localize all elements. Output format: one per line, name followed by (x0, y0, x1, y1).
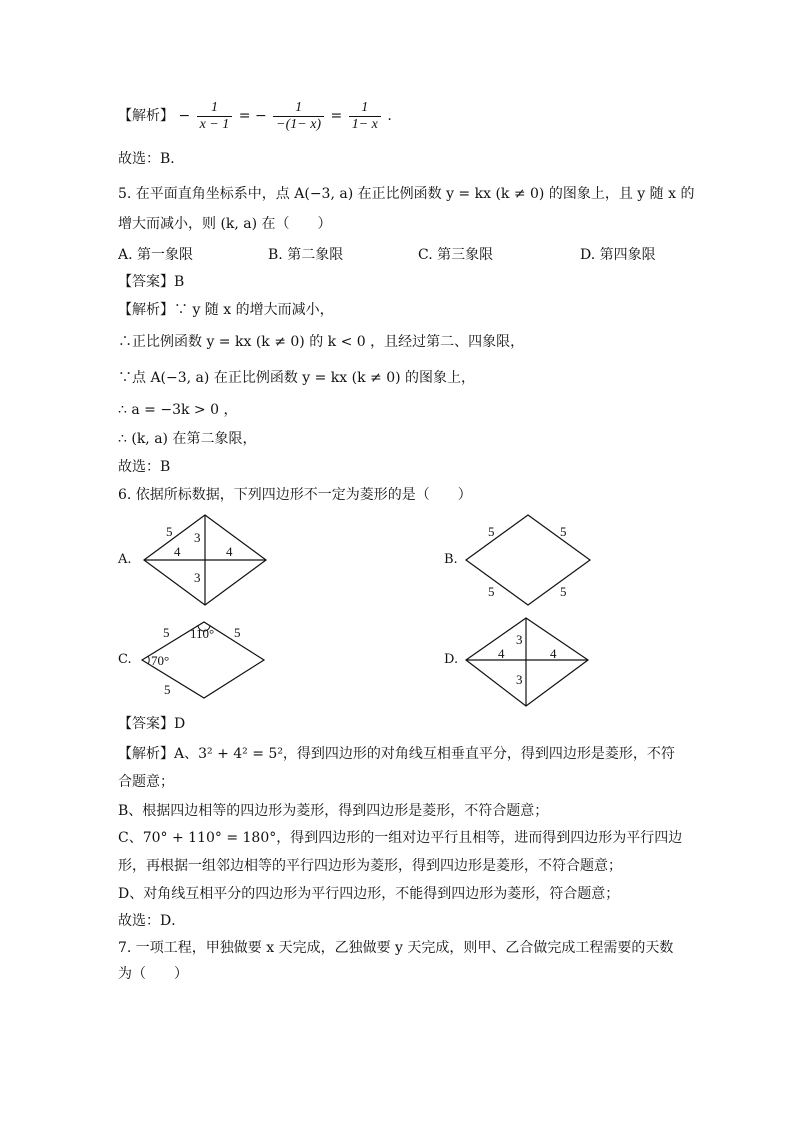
q6-analysis-line-2: 合题意； (118, 774, 174, 790)
half-diagonal-top: 3 (194, 530, 201, 545)
side-label-bottom-right: 5 (560, 584, 567, 599)
fraction-2-denominator: −(1− x) (276, 116, 322, 132)
q4-choice: 故选：B． (118, 151, 185, 167)
side-label-top-right: 5 (234, 625, 241, 640)
q7-stem-line-1: 7. 一项工程，甲独做要 x 天完成，乙独做要 y 天完成，则甲、乙合做完成工程需要的天数 (118, 940, 674, 956)
angle-label-top: 110° (190, 626, 215, 641)
fraction-3 (349, 100, 381, 133)
rhombus-outline (466, 515, 590, 605)
fig-a-label: A. (118, 552, 132, 567)
minus-sign: − (178, 108, 191, 124)
half-diagonal-left: 4 (498, 646, 505, 661)
figure-b-rhombus (462, 512, 594, 608)
left-angle-arc (148, 656, 149, 664)
side-label-top-left: 5 (488, 524, 495, 539)
fraction-1 (197, 100, 233, 133)
q6-stem: 6. 依据所标数据，下列四边形不一定为菱形的是（ ） (118, 487, 472, 503)
side-label-top-left: 5 (163, 625, 170, 640)
period: . (387, 108, 392, 124)
fig-c-label: C. (118, 652, 132, 667)
q5-analysis-line-5: ∴ (k, a) 在第二象限， (118, 431, 257, 447)
figure-a-rhombus (140, 512, 270, 608)
q6-analysis-line-4: C、70° + 110° = 180°，得到四边形的一组对边平行且相等，进而得到四边形为平行四边 (118, 830, 683, 846)
q6-answer: 【答案】D (118, 716, 186, 732)
equals: = (330, 108, 343, 124)
side-label-top-right: 5 (560, 524, 567, 539)
q5-analysis-line-2: ∴正比例函数 y = kx (k ≠ 0) 的 k < 0 ，且经过第二、四象限， (118, 334, 525, 350)
fraction-1-numerator: 1 (197, 100, 233, 117)
q6-analysis-line-6: D、对角线互相平分的四边形为平行四边形，不能得到四边形为菱形，符合题意； (118, 886, 620, 902)
q6-analysis-line-5: 形，再根据一组邻边相等的平行四边形为菱形，得到四边形是菱形，不符合题意； (118, 858, 622, 874)
q4-analysis-line (118, 96, 392, 136)
figure-c-parallelogram (138, 614, 268, 710)
half-diagonal-bottom: 3 (194, 570, 201, 585)
q5-stem-line-1: 5. 在平面直角坐标系中，点 A(−3, a) 在正比例函数 y = kx (k ≠ 0) 的图象上，且 y 随 x 的 (118, 186, 695, 202)
fraction-2-numerator: 1 (273, 100, 324, 117)
q5-analysis-line-3: ∵点 A(−3, a) 在正比例函数 y = kx (k ≠ 0) 的图象上， (118, 370, 476, 386)
fraction-2 (273, 100, 324, 133)
q5-analysis-line-1: 【解析】∵ y 随 x 的增大而减小， (118, 302, 334, 318)
half-diagonal-right: 4 (226, 544, 233, 559)
analysis-tag: 【解析】 (118, 108, 174, 124)
half-diagonal-left: 4 (174, 544, 181, 559)
angle-label-left: 70° (151, 653, 170, 668)
q5-option-c: C. 第三象限 (418, 247, 494, 263)
q5-answer: 【答案】B (118, 274, 185, 290)
q6-analysis-line-3: B、根据四边相等的四边形为菱形，得到四边形是菱形，不符合题意； (118, 803, 549, 819)
side-label: 5 (166, 524, 173, 539)
equals-minus: = − (238, 108, 267, 124)
quadrilateral-outline (466, 618, 588, 706)
half-diagonal-bottom: 3 (516, 672, 523, 687)
q5-option-a: A. 第一象限 (118, 247, 194, 263)
q6-analysis-line-7: 故选：D． (118, 913, 186, 929)
half-diagonal-top: 3 (516, 632, 523, 647)
figure-d-quadrilateral (462, 614, 592, 710)
side-label-bottom-left: 5 (488, 584, 495, 599)
q5-stem-line-2: 增大而减小，则 (k, a) 在（ ） (118, 216, 332, 232)
q5-analysis-line-4: ∴ a = −3k > 0 ， (118, 402, 238, 418)
q5-option-b: B. 第二象限 (268, 247, 344, 263)
q5-option-d: D. 第四象限 (580, 247, 656, 263)
fraction-3-numerator: 1 (349, 100, 381, 117)
q7-stem-line-2: 为（ ） (118, 966, 188, 982)
fraction-3-denominator: 1− x (351, 116, 378, 132)
q6-analysis-line-1: 【解析】A、3² + 4² = 5²，得到四边形的对角线互相垂直平分，得到四边形是菱形，不符 (118, 746, 675, 762)
side-label-bottom-left: 5 (164, 682, 171, 697)
fraction-1-denominator: x − 1 (199, 116, 230, 132)
q5-analysis-line-6: 故选：B (118, 459, 171, 475)
fig-b-label: B. (444, 552, 458, 567)
half-diagonal-right: 4 (550, 646, 557, 661)
fig-d-label: D. (444, 652, 459, 667)
